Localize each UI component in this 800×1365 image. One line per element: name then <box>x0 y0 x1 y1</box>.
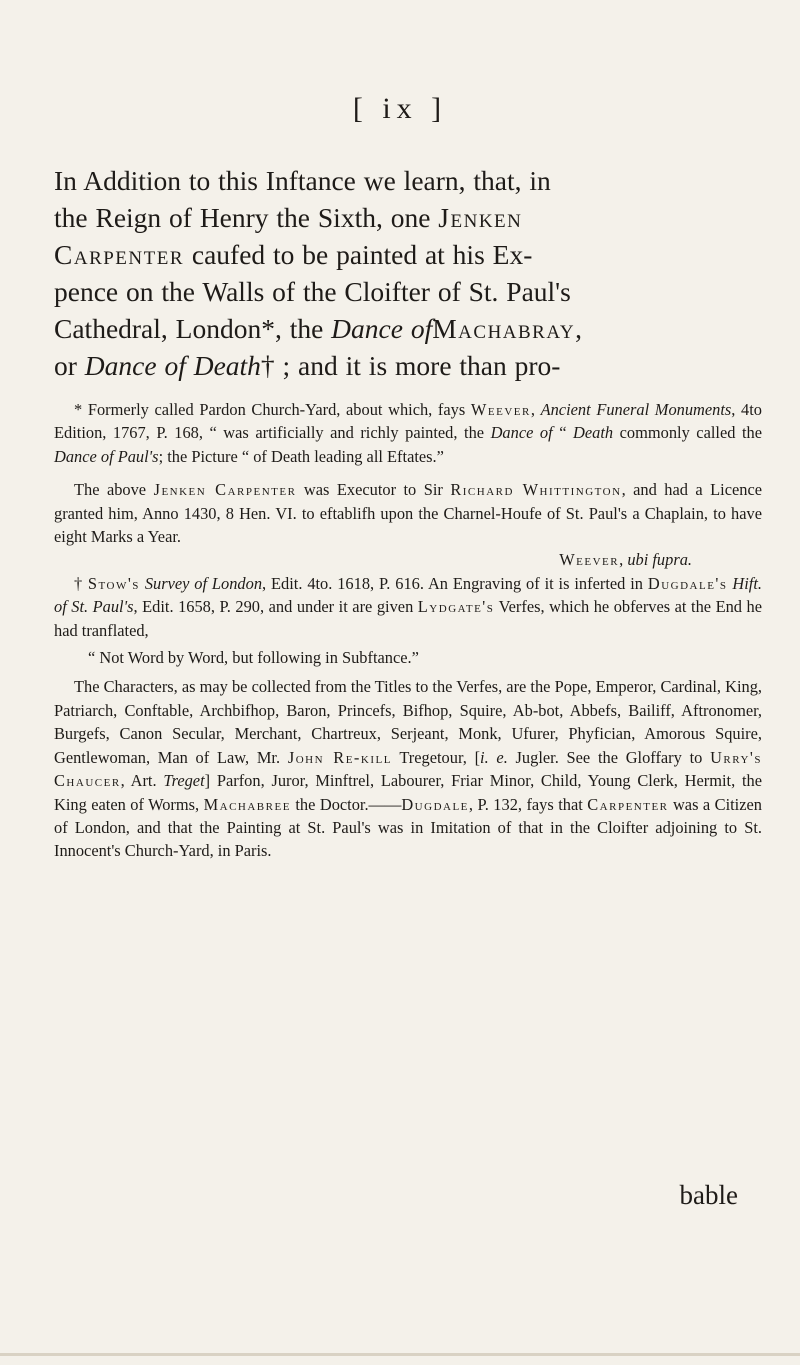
page-number: [ ix ] <box>352 92 448 125</box>
italic-text: Death <box>573 423 614 443</box>
fn-text: , <box>619 550 628 570</box>
fn-text: , <box>530 400 541 419</box>
footnote-dagger <box>54 572 762 642</box>
book-title: Hift. of St. Paul's <box>54 573 762 617</box>
name-dugdale: Dugdale <box>401 794 469 814</box>
fn-text: , 4to Edition, 1767, P. 168, “ was artificially and richly painted, the <box>54 400 762 443</box>
page-edge <box>0 1353 800 1356</box>
fn-text: † <box>74 573 88 593</box>
name-machabree: Machabree <box>203 794 291 814</box>
fn-text: , Edit. 1658, P. 290, and under it are given <box>133 597 418 617</box>
fn-text: was a Citizen of London, and that the Painting at St. Paul's was in Imitation of that in the Cloifter adjoining to St. Innocent's Church-Yard, in Paris. <box>54 794 762 861</box>
main-line-4: pence on the Walls of the Cloifter of St. Paul's <box>54 276 571 307</box>
quotation: “ Not Word by Word, but following in Subftance.” <box>88 648 419 668</box>
fn-text: was Executor to Sir <box>296 480 451 500</box>
fn-text: Tregetour, [ <box>391 747 481 767</box>
italic-text: Treget <box>163 771 205 791</box>
italic-text: ubi fupra. <box>627 550 692 570</box>
name-machabray: Machabray <box>432 313 576 344</box>
fn-text: , P. 132, fays that <box>468 794 588 814</box>
main-line-5a: Cathedral, London*, the <box>54 313 332 344</box>
fn-text: , Art. <box>120 771 164 791</box>
italic-text: Dance of <box>490 423 553 443</box>
name-jenken-carpenter: Jenken Carpenter <box>153 480 297 500</box>
fn-text: ; the Picture “ of Death leading all Eftates.” <box>158 446 444 466</box>
fn-text: , and had a Licence granted him, Anno 1430, 8 Hen. VI. to eftablifh upon the Charnel-Houfe of St. Paul's a Chaplain, to have eight Marks a Year. <box>54 480 762 547</box>
fn-text: Jugler. See the Gloffary to <box>507 747 711 767</box>
fn-text: The above <box>74 480 154 500</box>
dance-of-title: Dance of <box>331 313 433 344</box>
main-line-3: caufed to be painted at his Ex- <box>184 239 533 270</box>
name-whittington: Richard Whittington <box>450 480 622 500</box>
fn-text: the Doctor.—— <box>290 794 402 814</box>
book-title: Survey of London <box>144 573 263 593</box>
catchword: bable <box>679 1180 738 1210</box>
fn-text: commonly called the <box>613 423 763 443</box>
name-john-rekill: John Re-kill <box>287 747 392 767</box>
main-paragraph <box>54 162 762 384</box>
main-line-6b: † ; and it is more than pro- <box>260 350 561 381</box>
main-line-2: the Reign of Henry the Sixth, one <box>54 202 439 233</box>
fn-text: * Formerly called Pardon Church-Yard, about which, fays <box>74 400 471 419</box>
name-lydgate: Lydgate's <box>417 597 495 617</box>
main-line-1: In Addition to this Inftance we learn, that, in <box>54 165 551 196</box>
name-urry-chaucer: Urry's Chaucer <box>54 747 762 791</box>
name-carpenter: Carpenter <box>587 794 669 814</box>
paragraph-carpenter <box>54 478 762 548</box>
signature-weever <box>54 548 762 571</box>
name-dugdale: Dugdale's <box>647 573 728 593</box>
dance-of-death-title: Dance of Death <box>84 350 261 381</box>
name-jenken: Jenken <box>438 202 523 233</box>
main-line-6a: or <box>54 350 85 381</box>
fn-text: ] Parfon, Juror, Minftrel, Labourer, Friar Minor, Child, Young Clerk, Hermit, the King eaten of Worms, <box>54 771 762 814</box>
name-stow: Stow's <box>87 573 140 593</box>
fn-text: , Edit. 4to. 1618, P. 616. An Engraving of it is inferted in <box>262 573 648 593</box>
name-weever: Weever <box>559 550 620 570</box>
italic-text: i. e. <box>480 747 508 767</box>
fn-text: The Characters, as may be collected from the Titles to the Verfes, are the Pope, Emperor, Cardinal, King, Patriarch, Conftable, Archbifhop, Baron, Princefs, Bifhop, Squire, Ab-bot, Abbefs, Bailiff, Aftronomer, Burgefs, Canon Secular, Merchant, Chartreux, Serjeant, Monk, Ufurer, Phyfician, Amorous Squire, Gentlewoman, Man of Law, Mr. <box>54 677 762 767</box>
book-title: Ancient Funeral Monuments <box>540 400 732 419</box>
name-carpenter: Carpenter <box>54 239 185 270</box>
fn-text: Verfes, which he obferves at the End he had tranflated, <box>54 597 762 640</box>
name-weever: Weever <box>470 400 531 419</box>
footnotes <box>54 398 762 863</box>
footnote-star <box>54 398 762 468</box>
italic-text: Dance of Paul's <box>54 446 159 466</box>
main-line-5b: , <box>575 313 582 344</box>
characters-paragraph <box>54 675 762 862</box>
fn-text: “ <box>552 423 574 443</box>
